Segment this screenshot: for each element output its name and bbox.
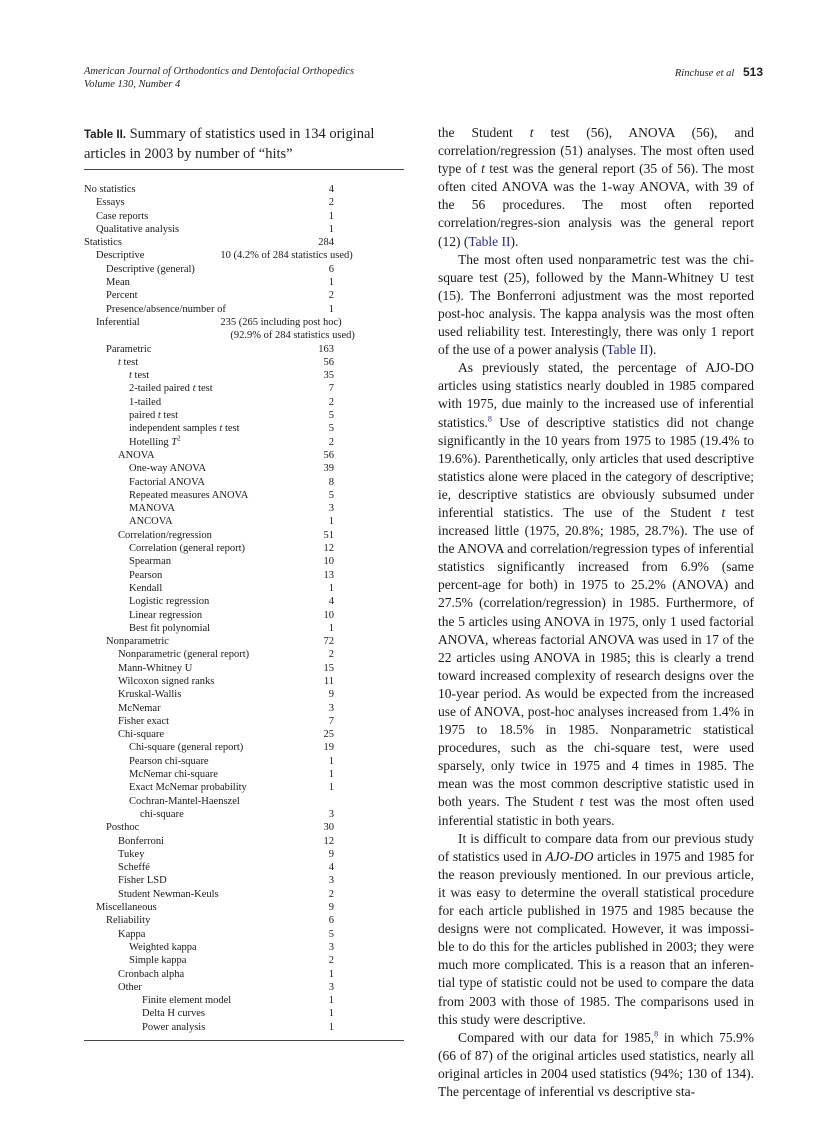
row-label: MANOVA xyxy=(129,503,175,515)
row-label: Scheffé xyxy=(118,862,150,874)
row-value: 2 xyxy=(328,888,334,900)
table-row xyxy=(84,968,404,981)
row-label: No statistics xyxy=(84,184,136,195)
row-value: 235 (265 including post hoc) xyxy=(220,316,342,328)
row-value: 2 xyxy=(328,290,334,302)
table-row xyxy=(84,848,404,861)
running-header-right xyxy=(675,65,763,79)
table-row xyxy=(84,874,404,887)
table-row xyxy=(84,741,404,754)
row-label: 2-tailed paired t test xyxy=(129,383,213,395)
table-ii xyxy=(84,125,404,1041)
row-label: Power analysis xyxy=(142,1021,206,1033)
table-row xyxy=(84,356,404,369)
row-value: 12 xyxy=(323,543,334,555)
row-label: Nonparametric (general report) xyxy=(118,649,250,661)
table-row xyxy=(84,808,404,821)
body-text-column xyxy=(438,124,754,1101)
row-value: 1 xyxy=(328,210,334,222)
table-row xyxy=(84,223,404,236)
row-label: McNemar chi-square xyxy=(129,769,218,781)
table-caption xyxy=(84,125,404,164)
row-value: 7 xyxy=(328,383,334,395)
row-label: Mean xyxy=(106,277,130,289)
table-row xyxy=(84,343,404,356)
row-value xyxy=(260,795,404,808)
table-row xyxy=(84,236,404,249)
row-value: 1 xyxy=(328,303,334,315)
row-label: t test xyxy=(129,370,150,382)
row-value: 2 xyxy=(328,197,334,209)
table-row xyxy=(84,622,404,635)
table-row xyxy=(84,436,404,449)
row-label: 1-tailed xyxy=(129,396,162,408)
body-paragraph: As previously stated, the percentage of AJO-DO articles using statistics nearly doubled in 1985 compared with 1975, due mainly to the increased use of inferential statistics.$^8$ Use of descriptive statistics did not change significantly in the 10 years from 1975 to 1985 (19.4% to 19.6%). Parenthetically, only articles that used descriptive statistics alone were placed in the category of descriptive; ie, descriptive statistics are obviously subsumed under inferential statistics. The use of the Student t test increased little (1975, 20.8%; 1985, 28.7%). The use of the ANOVA and correlation/regression types of inferential statistics significantly increased from 6.9% (same percent-age for both) in 1975 to 25.2% (ANOVA) and 27.5% (correlation/regression) in 1985. Furthermore, of the 5 articles using ANOVA in 1975, only 1 used factorial ANOVA, whereas factorial ANOVA was used in 17 of the 22 articles using ANOVA in 1985; this is clearly a trend toward increased complexity of research designs over the 10-year period. As would be expected from the increased use of ANOVA, post-hoc analyses increased from 1.4% in 1975 to 18.5% in 1985. Nonparametric statistical procedures, such as the chi-square test, were used sparsely, only twice in 1975 and 4 times in 1985. The mean was the most common descriptive statistic used in both years. The Student t test was the most often used inferential statistic in both years. xyxy=(438,360,755,828)
row-value: 5 xyxy=(328,423,334,435)
row-value: 1 xyxy=(328,968,334,980)
row-label: Posthoc xyxy=(106,822,140,834)
table-row xyxy=(84,582,404,595)
table-row xyxy=(84,928,404,941)
row-value: 56 xyxy=(323,449,334,461)
table-row xyxy=(84,316,404,329)
row-value: 30 xyxy=(323,822,334,834)
body-paragraph: the Student t test (56), ANOVA (56), and correlation/regression (51) analyses. The most often used type of t test was the general report (35 of 56). The most often cited ANOVA was the 1-way ANOVA, with 39 of the 56 procedures. The most often reported correlation/regres-sion analysis was the general report (12) (Table II). xyxy=(438,125,754,249)
row-value: 2 xyxy=(328,436,334,448)
row-label: Exact McNemar probability xyxy=(129,782,247,794)
table-row xyxy=(84,289,404,302)
table-row xyxy=(84,569,404,582)
row-value: 72 xyxy=(323,636,334,648)
row-value: 4 xyxy=(328,596,334,608)
table-row xyxy=(84,489,404,502)
row-value: 3 xyxy=(328,702,334,714)
table-row xyxy=(84,422,404,435)
row-value: 19 xyxy=(323,742,334,754)
row-value: 13 xyxy=(323,569,334,581)
row-label: Cochran-Mantel-Haenszel xyxy=(129,795,240,807)
row-label: Correlation (general report) xyxy=(129,543,246,555)
row-value: 51 xyxy=(323,529,334,541)
table-row xyxy=(84,369,404,382)
row-value: 163 xyxy=(318,343,334,355)
table-row xyxy=(84,702,404,715)
table-row xyxy=(84,502,404,515)
row-value: 9 xyxy=(328,902,334,914)
table-row xyxy=(84,635,404,648)
table-row xyxy=(84,795,404,808)
row-label: Student Newman-Keuls xyxy=(118,888,219,900)
row-value: 1 xyxy=(328,995,334,1007)
row-value: 4 xyxy=(328,184,334,195)
row-label: t test xyxy=(118,356,139,368)
row-value: 3 xyxy=(328,875,334,887)
row-value: 5 xyxy=(328,928,334,940)
citation-superscript[interactable]: 8 xyxy=(487,414,492,423)
row-value: 3 xyxy=(328,981,334,993)
row-label: Cronbach alpha xyxy=(118,968,185,980)
row-label: Repeated measures ANOVA xyxy=(129,489,249,501)
row-value: 56 xyxy=(323,356,334,368)
row-label: Essays xyxy=(96,197,125,209)
row-value: 15 xyxy=(323,662,334,674)
row-label: Pearson xyxy=(129,569,163,581)
table-reference-link[interactable]: Table II xyxy=(606,342,649,358)
row-label: Chi-square xyxy=(118,729,165,741)
table-row xyxy=(84,648,404,661)
row-label: Correlation/regression xyxy=(118,529,212,541)
row-value: 39 xyxy=(323,463,334,475)
row-value: 1 xyxy=(328,223,334,235)
row-label: Other xyxy=(118,981,142,993)
row-label: Inferential xyxy=(96,316,140,328)
row-label: Kappa xyxy=(118,928,146,940)
table-row xyxy=(84,462,404,475)
table-row xyxy=(84,542,404,555)
table-row xyxy=(84,821,404,834)
row-value: 5 xyxy=(328,410,334,422)
row-value: 3 xyxy=(328,941,334,953)
row-label: Qualitative analysis xyxy=(96,223,180,235)
table-row xyxy=(84,994,404,1007)
table-row xyxy=(84,675,404,688)
row-label: Finite element model xyxy=(142,995,232,1007)
row-label: One-way ANOVA xyxy=(129,463,207,475)
row-label: Case reports xyxy=(96,210,149,222)
row-label: Statistics xyxy=(84,237,122,249)
row-value: 9 xyxy=(328,689,334,701)
table-label: Table II. xyxy=(84,129,126,141)
row-value: 35 xyxy=(323,370,334,382)
row-label: Bonferroni xyxy=(118,835,165,847)
page-number: 513 xyxy=(742,65,763,79)
table-row xyxy=(84,609,404,622)
table-row xyxy=(84,1007,404,1020)
row-value: 3 xyxy=(328,808,334,820)
row-value: 1 xyxy=(328,582,334,594)
row-label: Chi-square (general report) xyxy=(129,742,244,754)
row-value: 1 xyxy=(328,782,334,794)
table-row xyxy=(84,276,404,289)
row-label: Kendall xyxy=(129,582,163,594)
table-top-rule xyxy=(84,169,404,170)
row-value: 2 xyxy=(328,396,334,408)
row-value: 4 xyxy=(328,862,334,874)
row-value: (92.9% of 284 statistics used) xyxy=(230,330,355,342)
row-label: Fisher exact xyxy=(118,715,170,727)
table-row xyxy=(84,183,404,196)
row-label: Logistic regression xyxy=(129,596,210,608)
row-label: Linear regression xyxy=(129,609,203,621)
row-label: Parametric xyxy=(106,343,152,355)
row-label: ANOVA xyxy=(118,449,155,461)
row-label: Spearman xyxy=(129,556,171,568)
row-value: 284 xyxy=(318,237,334,249)
row-label: McNemar xyxy=(118,702,161,714)
row-value: 3 xyxy=(328,503,334,515)
table-row xyxy=(84,901,404,914)
row-label: Factorial ANOVA xyxy=(129,476,205,488)
table-row xyxy=(84,595,404,608)
table-row xyxy=(84,768,404,781)
row-label: Simple kappa xyxy=(129,955,187,967)
row-value: 9 xyxy=(328,848,334,860)
table-row xyxy=(84,781,404,794)
body-paragraph: Compared with our data for 1985,$^8$ in which 75.9% (66 of 87) of the original articles used statistics, nearly all original articles in 2004 used statistics (94%; 130 of 134). The percentage of inferential vs descriptive sta- xyxy=(438,1029,754,1099)
table-row xyxy=(84,981,404,994)
table-row xyxy=(84,196,404,209)
table-row xyxy=(84,476,404,489)
row-label: Tukey xyxy=(118,848,145,860)
row-label: Kruskal-Wallis xyxy=(118,689,182,701)
row-value: 7 xyxy=(328,715,334,727)
row-label: Mann-Whitney U xyxy=(118,662,193,674)
table-reference-link[interactable]: Table II xyxy=(468,233,511,249)
row-label: Reliability xyxy=(106,915,151,927)
row-label: Weighted kappa xyxy=(129,941,197,953)
row-value: 6 xyxy=(328,915,334,927)
row-value: 1 xyxy=(328,277,334,289)
row-label: Descriptive xyxy=(96,250,145,262)
table-row xyxy=(84,210,404,223)
table-row xyxy=(84,449,404,462)
body-paragraph: It is difficult to compare data from our previous study of statistics used in AJO-DO articles in 1975 and 1985 for the reason previously mentioned. In our previous article, it was easy to determine the overall statistical procedure for each article published in 1975 and 1985 because the designs were not complicated. However, it was impossi-ble to do this for the articles published in 2003; they were much more complicated. This is a reason that an inferen-tial type of statistic could not be used to compare the data from 2003 with those of 1985. The comparisons used in this study were descriptive. xyxy=(438,830,754,1027)
row-label: Presence/absence/number of xyxy=(106,303,226,315)
row-label: ANCOVA xyxy=(129,516,173,528)
row-label: Delta H curves xyxy=(142,1008,205,1020)
statistics-table xyxy=(84,183,404,1034)
row-label: chi-square xyxy=(140,808,184,820)
table-row xyxy=(84,688,404,701)
table-row xyxy=(84,303,404,316)
table-row xyxy=(84,396,404,409)
table-row xyxy=(84,715,404,728)
row-value: 1 xyxy=(328,755,334,767)
row-label: independent samples t test xyxy=(129,423,240,435)
row-value: 6 xyxy=(328,263,334,275)
row-value: 2 xyxy=(328,649,334,661)
row-label: paired t test xyxy=(129,410,179,422)
row-label: Nonparametric xyxy=(106,636,169,648)
row-value: 10 xyxy=(323,556,334,568)
row-value: 1 xyxy=(328,1008,334,1020)
table-row xyxy=(84,409,404,422)
author-line: Rinchuse et al xyxy=(674,68,735,79)
table-row xyxy=(84,249,404,262)
row-value: 8 xyxy=(328,476,334,488)
table-row xyxy=(84,755,404,768)
row-value: 12 xyxy=(323,835,334,847)
row-label: Hotelling $T^2$ xyxy=(129,434,181,448)
body-paragraph: The most often used nonparametric test was the chi-square test (25), followed by the Mann-Whitney U test (15). The Bonferroni adjustment was the most reported post-hoc analysis. The kappa analysis was the most often used reliability test. Interestingly, there was only 1 report of the use of a power analysis (Table II). xyxy=(438,251,754,358)
table-row xyxy=(84,835,404,848)
row-value: 5 xyxy=(328,489,334,501)
table-row xyxy=(84,861,404,874)
journal-volume: Volume 130, Number 4 xyxy=(84,79,181,90)
table-row xyxy=(84,662,404,675)
row-value: 2 xyxy=(328,955,334,967)
row-value: 1 xyxy=(328,516,334,528)
citation-superscript[interactable]: 8 xyxy=(654,1029,659,1039)
row-label: Miscellaneous xyxy=(96,902,157,914)
row-value: 11 xyxy=(323,675,334,687)
row-value: 1 xyxy=(328,622,334,634)
table-row xyxy=(84,728,404,741)
row-value: 25 xyxy=(323,729,334,741)
table-row xyxy=(84,263,404,276)
row-value: 10 xyxy=(323,609,334,621)
table-bottom-rule xyxy=(84,1040,404,1041)
table-row xyxy=(84,941,404,954)
table-row xyxy=(84,529,404,542)
table-row xyxy=(84,954,404,967)
table-row xyxy=(84,555,404,568)
table-row xyxy=(84,914,404,927)
row-label: Descriptive (general) xyxy=(106,263,195,275)
row-value: 1 xyxy=(328,769,334,781)
row-label: Wilcoxon signed ranks xyxy=(118,675,215,687)
row-label: Fisher LSD xyxy=(118,875,167,887)
running-header-left xyxy=(84,65,354,91)
row-value: 10 (4.2% of 284 statistics used) xyxy=(220,250,353,262)
row-label: Best fit polynomial xyxy=(129,622,211,634)
table-row xyxy=(84,1021,404,1034)
table-row xyxy=(84,382,404,395)
table-row xyxy=(84,329,404,342)
table-row xyxy=(84,888,404,901)
journal-title: American Journal of Orthodontics and Dentofacial Orthopedics xyxy=(84,66,355,77)
row-label: Pearson chi-square xyxy=(129,755,209,767)
row-value: 1 xyxy=(328,1021,334,1033)
row-label: Percent xyxy=(106,290,138,302)
table-row xyxy=(84,515,404,528)
table-title: Summary of statistics used in 134 original articles in 2003 by number of “hits” xyxy=(84,126,375,162)
